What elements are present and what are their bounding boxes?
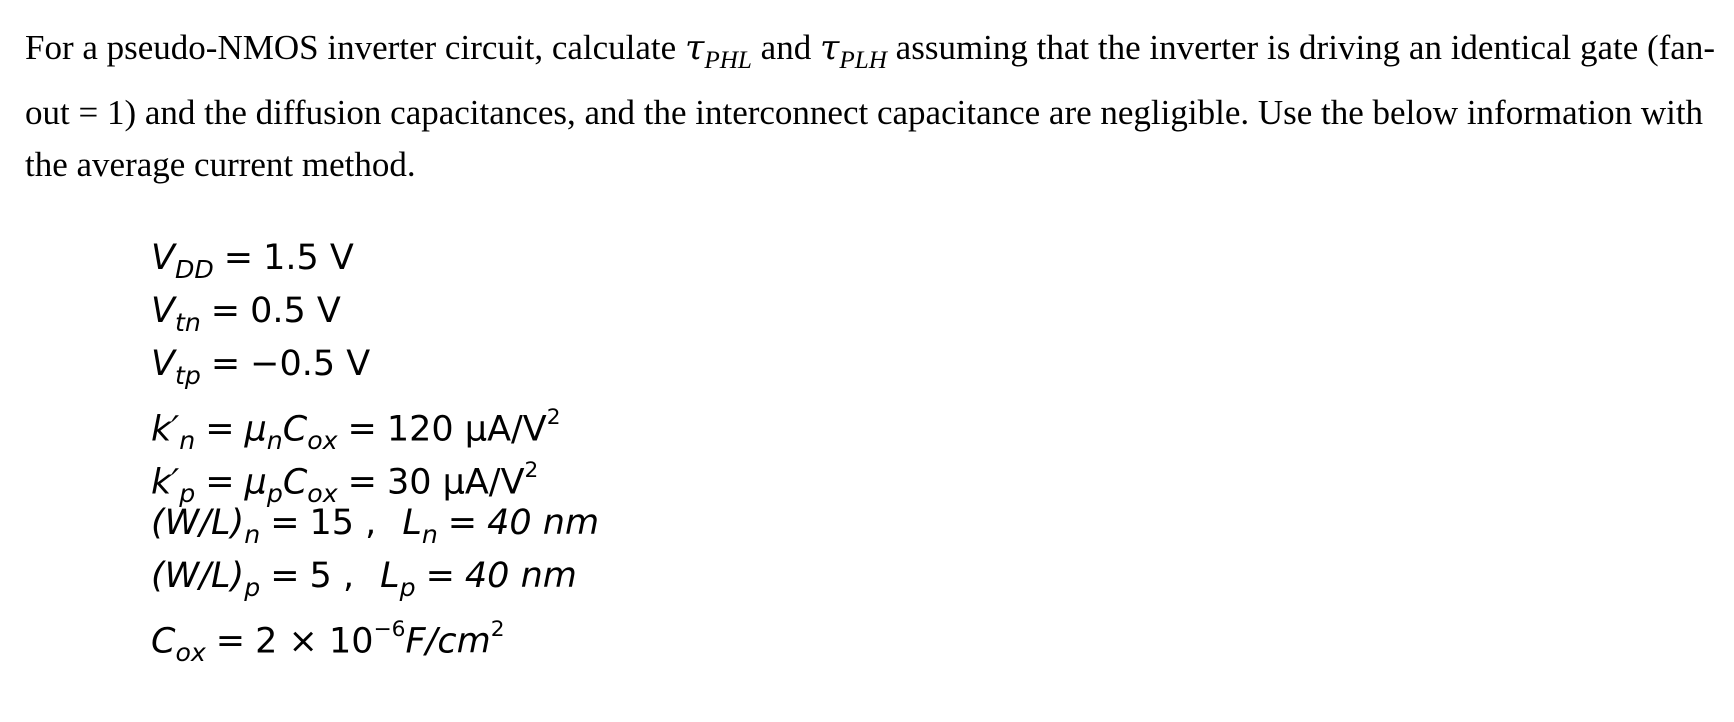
mobility-symbol: μ bbox=[244, 462, 267, 503]
given-parameters bbox=[151, 232, 600, 668]
eq-exponent: −6 bbox=[373, 617, 406, 642]
equation-kp bbox=[151, 444, 599, 509]
tau-plh-symbol: τ bbox=[819, 28, 840, 68]
eq-value: −0.5 V bbox=[250, 344, 371, 384]
equals-sign: = bbox=[270, 556, 300, 596]
eq-unit: F/cm bbox=[405, 621, 491, 662]
mobility-symbol: μ bbox=[244, 409, 267, 450]
equals-sign: = bbox=[347, 409, 377, 450]
length-subscript: n bbox=[421, 519, 438, 549]
equation-vtn bbox=[151, 285, 599, 338]
eq-symbol: (W/L) bbox=[151, 503, 245, 543]
equation-wl-p bbox=[151, 550, 599, 603]
eq-value: 2 × 10 bbox=[255, 621, 374, 662]
equation-wl-n bbox=[151, 497, 599, 550]
eq-value: 1.5 V bbox=[263, 238, 354, 278]
eq-symbol: V bbox=[151, 291, 175, 331]
eq-value: 30 μA/V bbox=[386, 462, 525, 503]
eq-value: 120 μA/V bbox=[386, 409, 547, 450]
problem-statement bbox=[25, 22, 1715, 191]
tau-plh-subscript: PLH bbox=[839, 46, 887, 74]
equation-cox bbox=[151, 603, 599, 668]
length-value: 40 nm bbox=[487, 503, 600, 543]
eq-subscript: p bbox=[244, 572, 261, 602]
equals-sign: = bbox=[205, 409, 235, 450]
eq-symbol: (W/L) bbox=[151, 556, 245, 596]
eq-subscript: DD bbox=[174, 254, 214, 284]
cox-symbol: C bbox=[282, 409, 308, 450]
eq-superscript: 2 bbox=[524, 458, 539, 483]
mobility-subscript: p bbox=[266, 479, 283, 509]
eq-symbol: k′ bbox=[151, 409, 180, 450]
equation-vtp bbox=[151, 338, 599, 391]
cox-symbol: C bbox=[282, 462, 308, 503]
equals-sign: = bbox=[425, 556, 455, 596]
eq-value: 15 , bbox=[309, 503, 377, 543]
eq-subscript: tp bbox=[174, 360, 201, 390]
eq-subscript: tn bbox=[174, 307, 201, 337]
eq-subscript: n bbox=[179, 426, 196, 456]
eq-symbol: k′ bbox=[151, 462, 180, 503]
problem-text-1: For a pseudo-NMOS inverter circuit, calculate bbox=[25, 28, 685, 67]
equals-sign: = bbox=[205, 462, 235, 503]
length-symbol: L bbox=[380, 556, 400, 596]
equation-kn bbox=[151, 391, 599, 456]
eq-superscript: 2 bbox=[546, 405, 561, 430]
eq-symbol: V bbox=[151, 344, 175, 384]
problem-text-2: and bbox=[751, 28, 820, 67]
eq-value: 0.5 V bbox=[250, 291, 341, 331]
eq-subscript: ox bbox=[175, 638, 206, 668]
length-value: 40 nm bbox=[464, 556, 577, 596]
equals-sign: = bbox=[347, 462, 377, 503]
cox-subscript: ox bbox=[307, 426, 338, 456]
problem-text-3: assuming that the inverter is driving an identical gate (fan-out = 1) and the diffusion capacitances, and the interconnect capacitance are negligible. Use the below information with the average current method. bbox=[25, 28, 1715, 184]
eq-unit-exponent: 2 bbox=[490, 617, 505, 642]
length-subscript: p bbox=[399, 572, 416, 602]
eq-symbol: V bbox=[151, 238, 175, 278]
length-symbol: L bbox=[402, 503, 422, 543]
equals-sign: = bbox=[270, 503, 300, 543]
equals-sign: = bbox=[210, 344, 241, 384]
equals-sign: = bbox=[210, 291, 241, 331]
eq-subscript: n bbox=[244, 519, 261, 549]
equation-vdd bbox=[151, 232, 599, 285]
eq-symbol: C bbox=[151, 621, 176, 662]
tau-phl-subscript: PHL bbox=[704, 46, 752, 74]
cox-subscript: ox bbox=[307, 479, 338, 509]
eq-subscript: p bbox=[179, 479, 196, 509]
equals-sign: = bbox=[447, 503, 478, 543]
mobility-subscript: n bbox=[266, 426, 283, 456]
equals-sign: = bbox=[223, 238, 254, 278]
eq-value: 5 , bbox=[309, 556, 355, 596]
tau-phl-symbol: τ bbox=[684, 28, 705, 68]
equals-sign: = bbox=[215, 621, 246, 662]
